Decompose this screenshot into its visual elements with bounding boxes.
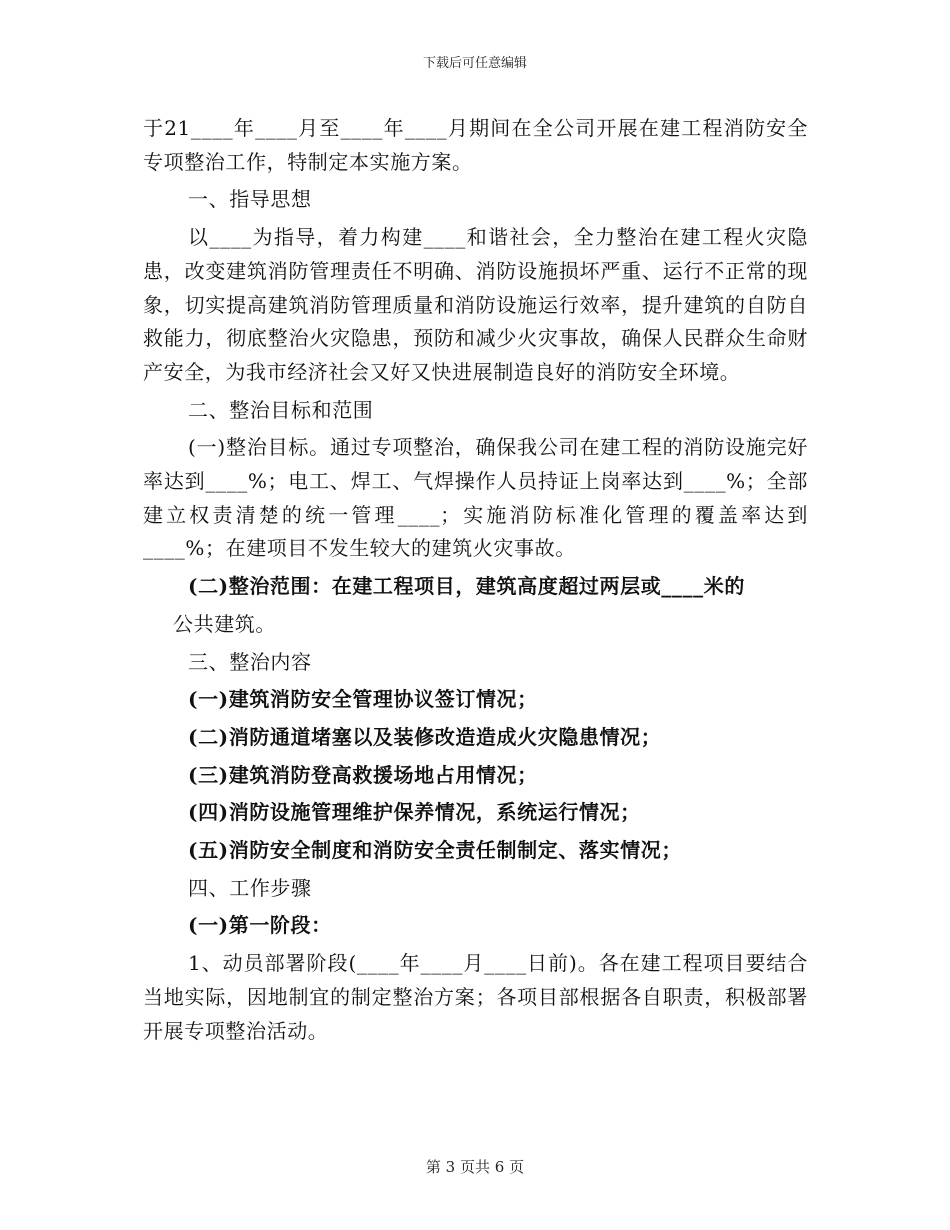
step-heading: (一)第一阶段：	[188, 913, 332, 938]
section-heading-2: 二、整治目标和范围	[188, 397, 374, 422]
content-item: (四)消防设施管理维护保养情况，系统运行情况；	[188, 800, 641, 825]
section-heading-3: 三、整治内容	[188, 649, 312, 674]
step-paragraph: 1、动员部署阶段(____年____月____日前)。各在建工程项目要结合当地实际，因地制宜的制定整治方案；各项目部根据各自职责，积极部署开展专项整治活动。	[143, 951, 808, 1043]
intro-paragraph: 于21____年____月至____年____月期间在全公司开展在建工程消防安全专项整治工作，特制定本实施方案。	[143, 116, 808, 174]
content-item: (二)消防通道堵塞以及装修改造造成火灾隐患情况；	[188, 724, 662, 749]
content-item: (五)消防安全制度和消防安全责任制制定、落实情况；	[188, 838, 682, 863]
target-paragraph: (一)整治目标。通过专项整治，确保我公司在建工程的消防设施完好率达到____%；电工、焊工、气焊操作人员持证上岗率达到____%；全部建立权责清楚的统一管理____；实施消防标准化管理的覆盖率达到____%；在建项目不发生较大的建筑火灾事故。	[143, 435, 808, 561]
guiding-paragraph: 以____为指导，着力构建____和谐社会，全力整治在建工程火灾隐患，改变建筑消防管理责任不明确、消防设施损坏严重、运行不正常的现象，切实提高建筑消防管理质量和消防设施运行效率，提升建筑的自防自救能力，彻底整治火灾隐患，预防和减少火灾事故，确保人民群众生命财产安全，为我市经济社会又好又快进展制造良好的消防安全环境。	[143, 225, 808, 384]
document-body	[143, 112, 808, 1048]
page-footer: 第 3 页共 6 页	[425, 1158, 525, 1176]
section-heading-4: 四、工作步骤	[188, 875, 312, 900]
scope-continuation: 公共建筑。	[173, 611, 276, 636]
scope-paragraph: (二)整治范围：在建工程项目，建筑高度超过两层或____米的	[188, 574, 745, 599]
content-item: (一)建筑消防安全管理协议签订情况；	[188, 687, 538, 712]
section-heading-1: 一、指导思想	[188, 187, 312, 212]
content-item: (三)建筑消防登高救援场地占用情况；	[188, 762, 538, 787]
page-header: 下载后可任意编辑	[422, 56, 527, 71]
